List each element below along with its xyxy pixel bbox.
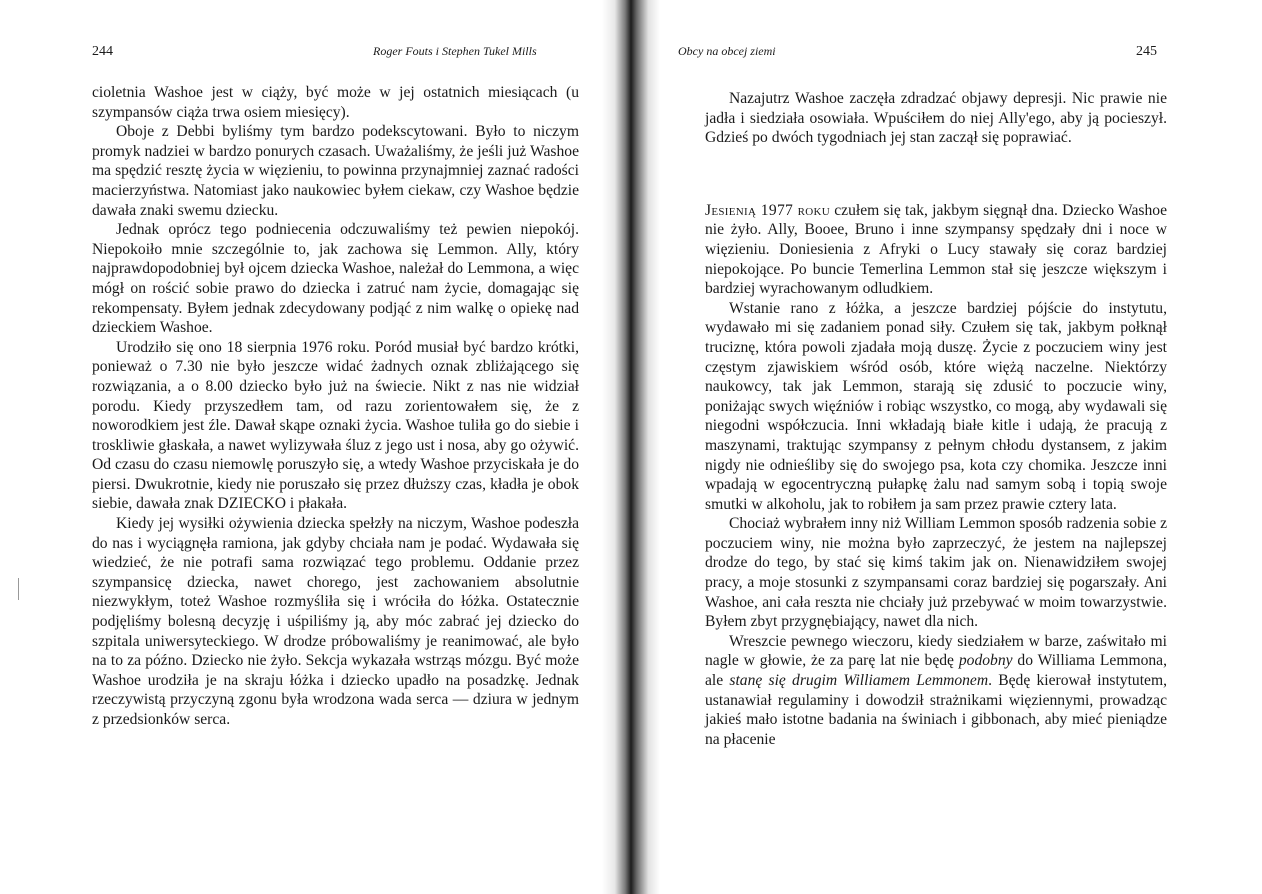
text-run: . Będę kierował instytutem, ustanawiał regulaminy i dowodził strażnikami więziennymi, prowadząc jakieś mało istotne badania na świniach i gibbonach, aby mieć pieniądze na płacenie	[705, 672, 1167, 748]
emphasis: podobny	[958, 652, 1013, 670]
page-number: 244	[92, 44, 113, 59]
section-lead: Jesienią 1977 roku	[705, 201, 831, 219]
text-run: do Williama Lemmona, ale	[705, 652, 1167, 690]
text-column	[705, 89, 1167, 749]
running-head: Roger Fouts i Stephen Tukel Mills	[373, 44, 537, 58]
section-break	[705, 148, 1167, 201]
margin-mark	[18, 578, 19, 600]
text-column	[92, 83, 579, 730]
paragraph	[705, 201, 1167, 299]
paragraph: Chociaż wybrałem inny niż William Lemmon sposób radzenia sobie z poczuciem winy, nie można było zaprzeczyć, że jestem na najlepszej drodze do tego, by stać się kimś takim jak on. Nienawidziłem swojej pracy, a moje stosunki z szympansami coraz bardziej się pogarszały. Ani Washoe, ani cała reszta nie chciały już przebywać w moim towarzystwie. Byłem zbyt przygnębiający, nawet dla nich.	[705, 515, 1167, 631]
paragraph: Kiedy jej wysiłki ożywienia dziecka spełzły na niczym, Washoe podeszła do nas i wyciągnęła ramiona, jak gdyby chciała nam je podać. Wydawała się wiedzieć, że nie potrafi sama rozwiązać tego problemu. Oddanie przez szympansicę dziecka, nawet chorego, jest zachowaniem absolutnie niezwykłym, toteż Washoe rozmyśliła się i wróciła do łóżka. Ostatecznie podjęliśmy bolesną decyzję i uśpiliśmy ją, aby móc zabrać jej dziecko do szpitala uniwersyteckiego. W drodze próbowaliśmy je reanimować, ale było na to za późno. Dziecko nie żyło. Sekcja wykazała wstrząs mózgu. Być może Washoe urodziła je na skraju łóżka i dziecko upadło na posadzkę. Jednak rzeczywistą przyczyną zgonu była wrodzona wada serca — dziura w jednym z przedsionków serca.	[92, 515, 579, 728]
running-head: Obcy na obcej ziemi	[678, 44, 776, 58]
paragraph: cioletnia Washoe jest w ciąży, być może w jej ostatnich miesiącach (u szympansów ciąża trwa osiem miesięcy).	[92, 84, 579, 121]
paragraph	[705, 632, 1167, 750]
left-page	[0, 0, 612, 894]
paragraph: Urodziło się ono 18 sierpnia 1976 roku. Poród musiał być bardzo krótki, ponieważ o 7.30 nie było jeszcze widać żadnych oznak zbliżającego się rozwiązania, a o 8.00 dziecko było już na świecie. Nikt z nas nie widział porodu. Kiedy przyszedłem tam, od razu zorientowałem się, że z noworodkiem jest źle. Dawał skąpe oznaki życia. Washoe tuliła go do siebie i troskliwie głaskała, a nawet wylizywała śluz z jego ust i nosa, aby go ożywić. Od czasu do czasu niemowlę poruszyło się, a wtedy Washoe przyciskała je do piersi. Dwukrotnie, kiedy nie poruszało się przez dłuższy czas, kładła je obok siebie, dawała znak DZIECKO i płakała.	[92, 338, 579, 513]
paragraph: Jednak oprócz tego podniecenia odczuwaliśmy też pewien niepokój. Niepokoiło mnie szczególnie to, jak zachowa się Lemmon. Ally, który najprawdopodobniej był ojcem dziecka Washoe, należał do Lemmona, a więc mógł on rościć sobie prawo do dziecka i zatruć nam życie, domagając się rekompensaty. Byłem jednak zdecydowany podjąć z nim walkę o opiekę nad dzieckiem Washoe.	[92, 221, 579, 337]
paragraph: Oboje z Debbi byliśmy tym bardzo podekscytowani. Było to niczym promyk nadziei w bardzo ponurych czasach. Uważaliśmy, że jeśli już Washoe ma spędzić resztę życia w więzieniu, to powinna przynajmniej zaznać radości macierzyństwa. Natomiast jako naukowiec byłem ciekaw, czy Washoe będzie dawała znaki swemu dziecku.	[92, 123, 579, 219]
emphasis: stanę się drugim Williamem Lemmonem	[729, 672, 989, 690]
paragraph: Nazajutrz Washoe zaczęła zdradzać objawy depresji. Nic prawie nie jadła i siedziała osowiała. Wpuściłem do niej Ally'ego, aby ją pocieszył. Gdzieś po dwóch tygodniach jej stan zaczął się poprawiać.	[705, 90, 1167, 147]
text-run: Wreszcie pewnego wieczoru, kiedy siedziałem w barze, zaświtało mi nagle w głowie, że za parę lat nie będę	[705, 632, 1167, 670]
paragraph: Wstanie rano z łóżka, a jeszcze bardziej pójście do instytutu, wydawało mi się zadaniem ponad siły. Czułem się tak, jakbym połknął truciznę, która powoli zjadała moją duszę. Życie z poczuciem winy jest częstym zjawiskiem wśród osób, które więżą naczelne. Niektórzy naukowcy, tak jak Lemmon, starają się zdusić to poczucie winy, poniżając swych więźniów i robiąc wszystko, co mogą, aby wydawali się niegodni współczucia. Inni wkładają białe kitle i udają, że pracują z maszynami, traktując szympansy z pełnym chłodu dystansem, z jakim nigdy nie odnieśliby się do swojego psa, kota czy chomika. Jeszcze inni wpadają w egocentryczną pułapkę żalu nad samym sobą i topią swoje smutki w alkoholu, jak to robiłem ja sam przez prawie cztery lata.	[705, 299, 1167, 513]
page-number: 245	[1136, 44, 1157, 59]
section-text: czułem się tak, jakbym sięgnął dna. Dziecko Washoe nie żyło. Ally, Booee, Bruno i inne szympansy spędzały dni i noce w więzieniu. Doniesienia z Afryki o Lucy stawały się coraz bardziej niepokojące. Po buncie Temerlina Lemmon stał się jeszcze większym i bardziej wyrachowanym odludkiem.	[705, 201, 1167, 298]
